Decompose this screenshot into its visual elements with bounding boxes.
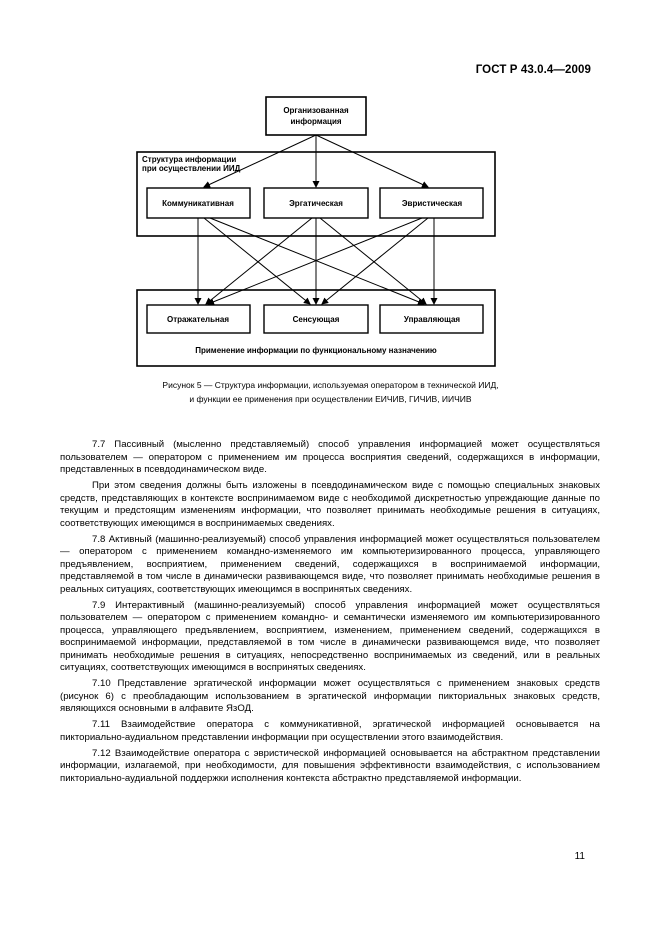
structure-title-2: при осуществлении ИИД <box>142 164 241 173</box>
cross-arrows <box>198 218 434 304</box>
paragraph-7-9: 7.9 Интерактивный (машинно-реализуемый) способ управления информацией может осуществляться пользователем — оператором с применением командно- и семантически изменяемого им компьютеризированного процесса, управляющего предъявлением, восприятием, изменением, применением сведений, содержащихся в воспринимаемой информации, представляемой в том числе в динамически развивающемся виде, что позволяет принимать необходимые решения в ситуациях, непосредственно воспринимаемых из сведений, или в реальных ситуациях, соответствующих имеющимся в воспринятых сведениях. <box>60 599 600 673</box>
type-label-ergatic: Эргатическая <box>289 199 343 208</box>
organized-info-box <box>266 97 366 135</box>
function-label-sensing: Сенсующая <box>292 315 340 324</box>
structure-diagram <box>0 0 661 380</box>
paragraph-7-12: 7.12 Взаимодействие оператора с эвристической информацией основывается на абстрактном представлении информации, излагаемой, при необходимости, для повышения эффективности взаимодействия, с использованием пикториально-аудиальной поддержки исполнения контекста абстрактно представляемой информации. <box>60 747 600 784</box>
organized-info-label-1: Организованная <box>283 106 349 115</box>
application-title: Применение информации по функциональному назначению <box>195 346 437 355</box>
type-label-heuristic: Эвристическая <box>401 199 463 208</box>
document-code: ГОСТ Р 43.0.4—2009 <box>475 64 591 76</box>
paragraph-7-11: 7.11 Взаимодействие оператора с коммуникативной, эргатической информацией основывается на пикториально-аудиальном представлении информации при осуществлении этого взаимодействия. <box>60 719 600 743</box>
paragraph-7-7-cont: При этом сведения должны быть изложены в псевдодинамическом виде с помощью специальных знаковых средств, представляющих в контексте воспринимаемом виде с необходимой дискретностью упреждающие данные по текущим и предстоящим изменениям информации, что позволяет принимать необходимые решения в ситуациях, соответствующих имеющимся в воспринимаемых сведениях. <box>60 480 600 529</box>
structure-title-1: Структура информации <box>142 155 237 164</box>
function-label-reflective: Отражательная <box>166 315 230 324</box>
function-label-controlling: Управляющая <box>403 315 461 324</box>
organized-info-label-2: информация <box>290 117 342 126</box>
page-number: 11 <box>574 851 585 862</box>
paragraph-7-7: 7.7 Пассивный (мысленно представляемый) способ управления информацией может осуществляться пользователем — оператором с применением им процесса восприятия сведений, содержащихся в информации, представленных в псевдодинамическом виде. <box>60 439 600 475</box>
caption-line-1: Рисунок 5 — Структура информации, используемая оператором в технической ИИД, <box>162 380 499 390</box>
body-text <box>60 439 600 789</box>
top-arrows <box>204 135 428 187</box>
paragraph-7-10: 7.10 Представление эргатической информации может осуществляться с применением знаковых средств (рисунок 6) с преобладающим использованием в эргатической информации пикториальных знаковых средств, являющихся основными в алфавите ЯзОД. <box>60 678 600 714</box>
type-label-communicative: Коммуникативная <box>162 199 234 208</box>
paragraph-7-8: 7.8 Активный (машинно-реализуемый) способ управления информацией может осуществляться пользователем — оператором с применением командно-изменяемого им компьютеризированного процесса, управляющего предъявлением, восприятием, применением сведений, содержащихся в воспринимаемой информации, представляемой в том числе в динамически развивающемся виде, что позволяет принимать необходимые решения в реальных ситуациях, соответствующих имеющимся в воспринятых сведениях. <box>60 533 600 595</box>
figure-caption <box>60 378 601 406</box>
caption-line-2: и функции ее применения при осуществлении ЕИЧИВ, ГИЧИВ, ИИЧИВ <box>189 394 472 404</box>
